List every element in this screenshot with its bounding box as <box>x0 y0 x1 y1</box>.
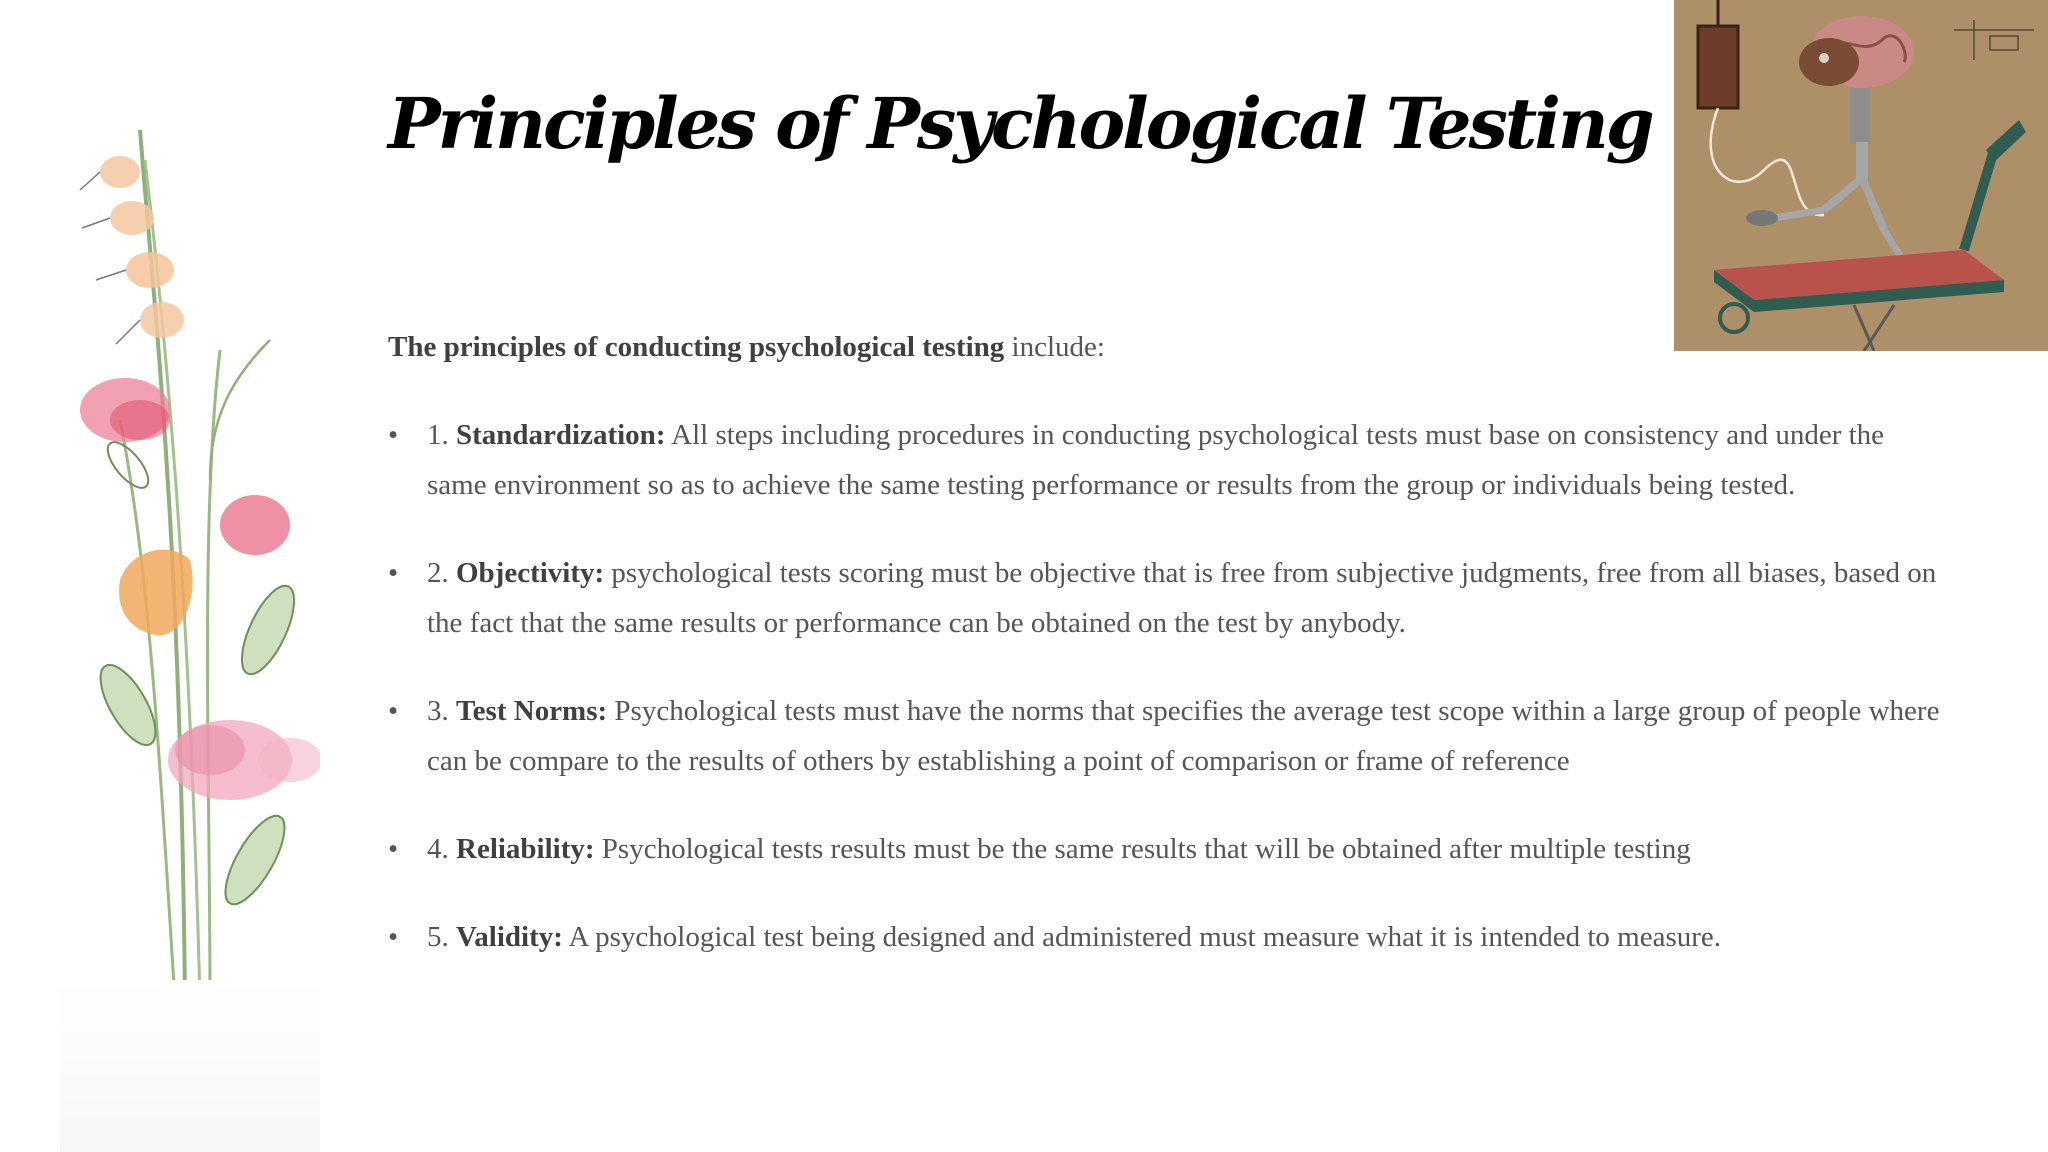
item-number: 2. <box>427 557 456 589</box>
item-text: psychological tests scoring must be objective that is free from subjective judgments, free from all biases, based on the fact that the same results or performance can be obtained on the test by anybody. <box>427 557 1937 639</box>
bullet-icon: • <box>388 695 399 727</box>
robot-treadmill-illustration <box>1674 0 2048 351</box>
item-term: Validity: <box>456 921 563 953</box>
bullet-icon: • <box>388 833 399 865</box>
item-term: Test Norms: <box>456 695 608 727</box>
item-text: Psychological tests results must be the same results that will be obtained after multiple testing <box>594 833 1691 865</box>
list-item <box>388 548 1948 648</box>
item-text: All steps including procedures in conducting psychological tests must base on consistency and under the same environment so as to achieve the same testing performance or results from the group or individuals being tested. <box>427 419 1885 501</box>
item-number: 3. <box>427 695 456 727</box>
background-shade <box>60 980 320 1152</box>
flower-illustration <box>60 120 320 1020</box>
list-item <box>388 686 1948 786</box>
item-text: A psychological test being designed and administered must measure what it is intended to measure. <box>562 921 1722 953</box>
slide-body <box>388 322 1948 1000</box>
intro-paragraph <box>388 322 1948 372</box>
principles-list <box>388 410 1948 962</box>
item-term: Standardization: <box>456 419 666 451</box>
item-number: 1. <box>427 419 456 451</box>
slide-title: Principles of Psychological Testing <box>388 82 1652 165</box>
list-item <box>388 912 1948 962</box>
item-text: Psychological tests must have the norms that specifies the average test scope within a large group of people where can be compare to the results of others by establishing a point of comparison or frame of reference <box>427 695 1940 777</box>
intro-bold: The principles of conducting psychological testing <box>388 331 1005 363</box>
item-term: Reliability: <box>456 833 595 865</box>
bullet-icon: • <box>388 921 399 953</box>
list-item <box>388 410 1948 510</box>
item-number: 4. <box>427 833 456 865</box>
intro-rest: include: <box>1004 331 1105 363</box>
bullet-icon: • <box>388 419 399 451</box>
list-item <box>388 824 1948 874</box>
item-term: Objectivity: <box>456 557 605 589</box>
bullet-icon: • <box>388 557 399 589</box>
item-number: 5. <box>427 921 456 953</box>
